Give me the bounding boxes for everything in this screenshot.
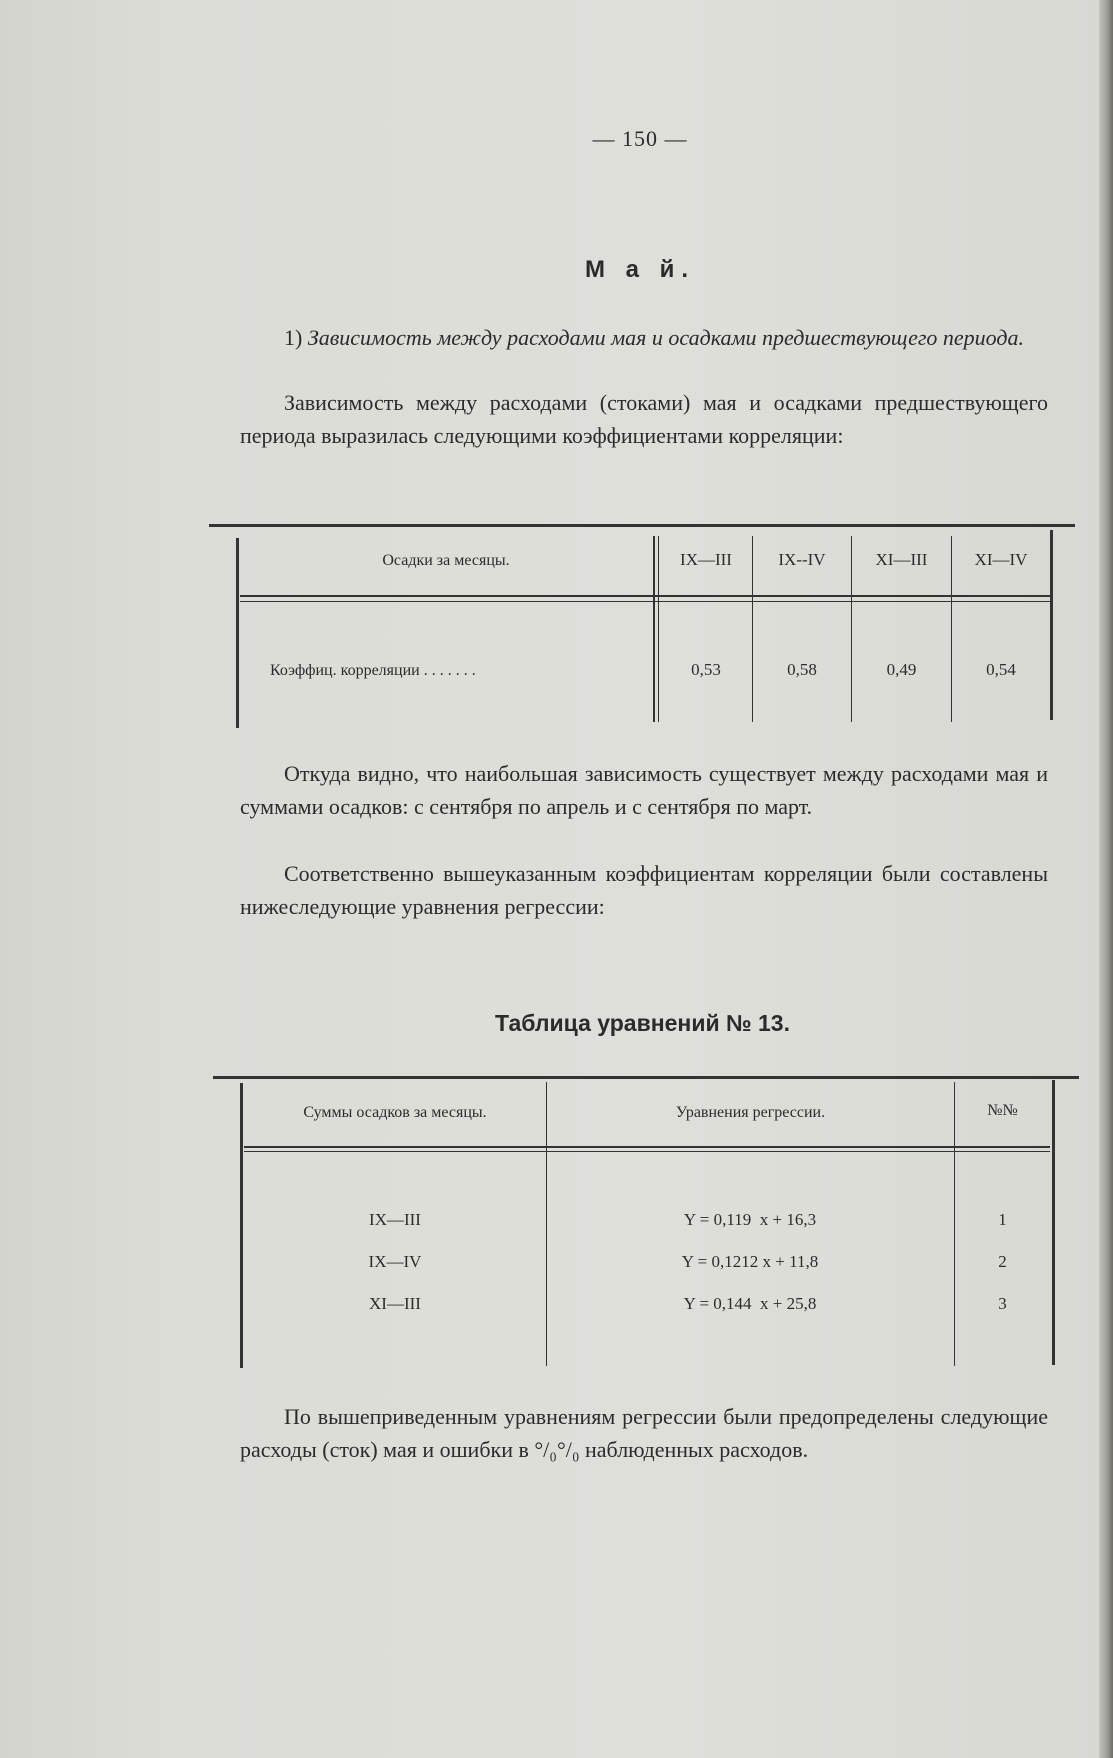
corr-col-4: XI—IV [974,550,1028,569]
paragraph-before-table [240,857,1048,923]
closing-text: По вышеприведенным уравнениям регрессии были предопределены следующие расходы (сток) мая и ошибки в °/₀°/₀ наблюденных расходов. [240,1404,1048,1462]
corr-col-1: IX—III [680,550,732,569]
eq-header-number: №№ [987,1102,1018,1119]
eq-row-2-period: IX—IV [368,1252,422,1271]
subsection-number: 1) [284,325,303,350]
table-caption: Таблица уравнений № 13. [495,1010,790,1036]
subsection-title-text: Зависимость между расходами мая и осадками предшествующего периода. [307,325,1025,350]
subsection-title [240,321,1048,354]
eq-row-1-number: 1 [998,1210,1007,1229]
corr-value-2: 0,58 [787,660,817,679]
text-after-corr: Откуда видно, что наибольшая зависимость существует между расходами мая и суммами осадков: с сентября по апрель и с сентября по март. [240,761,1048,819]
eq-header-period: Суммы осадков за месяцы. [303,1104,487,1121]
eq-header-equation: Уравнения регрессии. [675,1104,826,1121]
intro-text: Зависимость между расходами (стоками) мая и осадками предшествующего периода выразилась следующими коэффициентами корреляции: [240,390,1048,448]
corr-header-label: Осадки за месяцы. [382,552,510,569]
corr-value-1: 0,53 [691,660,721,679]
closing-paragraph [240,1400,1048,1466]
corr-col-3: XI—III [875,550,928,569]
eq-row-1-equation: Y = 0,119 x + 16,3 [683,1210,817,1229]
intro-paragraph [240,386,1048,452]
eq-row-2-number: 2 [998,1252,1007,1271]
section-heading: М а й. [584,256,696,283]
text-before-table: Соответственно вышеуказанным коэффициентам корреляции были составлены нижеследующие уравнения регрессии: [240,861,1048,919]
paragraph-after-corr [240,757,1048,823]
eq-row-3-number: 3 [998,1294,1007,1313]
corr-value-3: 0,49 [886,660,917,679]
corr-col-2: IX--IV [778,550,826,569]
eq-row-3-period: XI—III [369,1294,421,1313]
corr-row-label: Коэффиц. корреляции . . . . . . . [270,662,476,679]
eq-row-2-equation: Y = 0,1212 x + 11,8 [681,1252,819,1271]
corr-value-4: 0,54 [986,660,1016,679]
page-number: — 150 — [592,126,688,151]
eq-row-3-equation: Y = 0,144 x + 25,8 [683,1294,817,1313]
eq-row-1-period: IX—III [369,1210,421,1229]
